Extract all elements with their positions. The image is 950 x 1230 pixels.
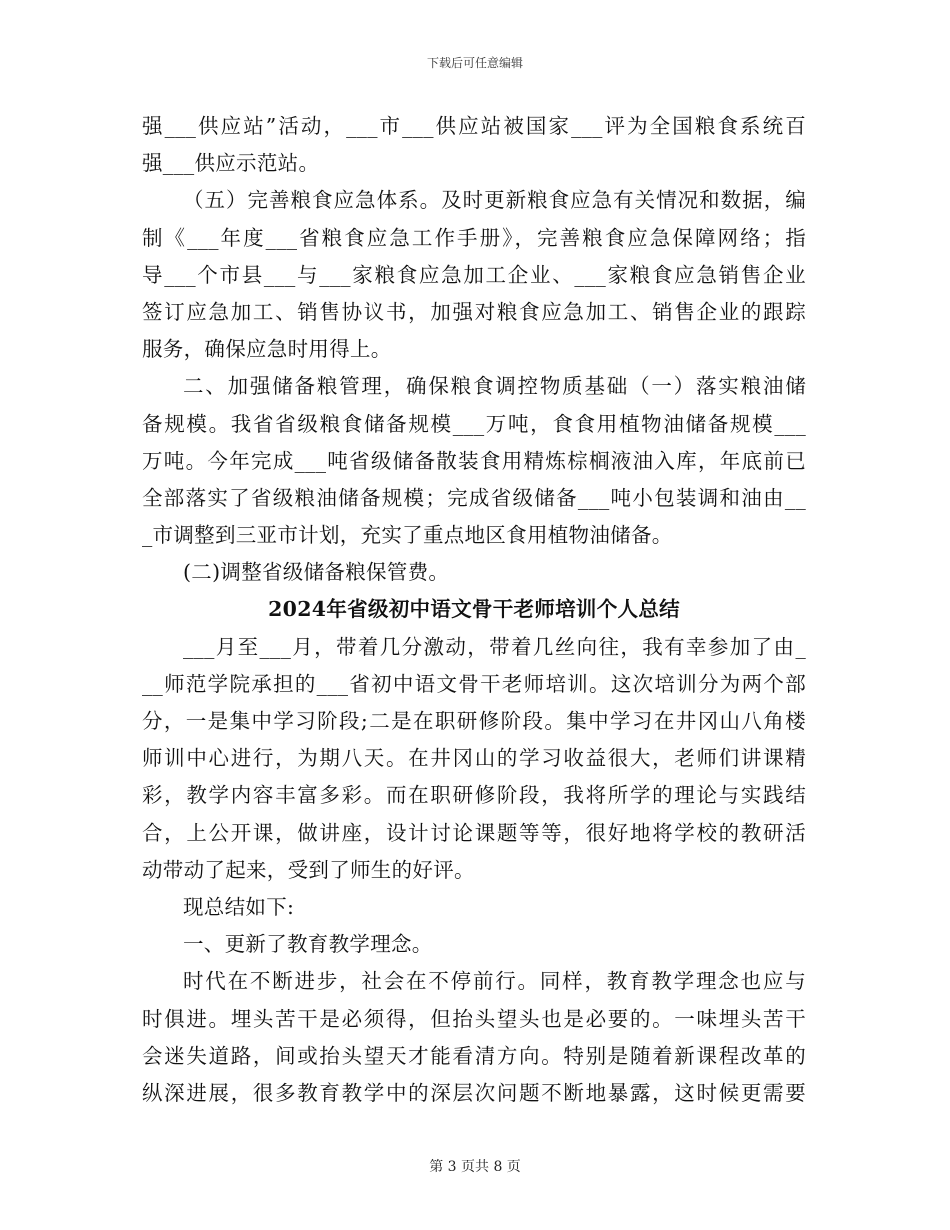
body-line: 师训中心进行，为期八天。在井冈山的学习收益很大，老师们讲课精: [142, 746, 806, 771]
header-note: 下载后可任意编辑: [426, 56, 523, 70]
body-line: 时代在不断进步，社会在不停前行。同样，教育教学理念也应与: [183, 969, 806, 994]
body-line: 制《___年度___省粮食应急工作手册》，完善粮食应急保障网络；指: [142, 225, 806, 250]
body-line: __师范学院承担的___省初中语文骨干老师培训。这次培训分为两个部: [142, 671, 806, 696]
body-line: 会迷失道路，间或抬头望天才能看清方向。特别是随着新课程改革的: [142, 1043, 806, 1068]
body-line: 服务，确保应急时用得上。: [142, 337, 392, 362]
body-line: 分，一是集中学习阶段;二是在职研修阶段。集中学习在井冈山八角楼: [142, 709, 806, 733]
body-line: (二)调整省级储备粮保管费。: [183, 560, 450, 585]
body-line: 二、加强储备粮管理，确保粮食调控物质基础（一）落实粮油储: [183, 374, 806, 399]
body-line: 强___供应示范站。: [142, 151, 320, 176]
body-line: 合，上公开课，做讲座，设计讨论课题等等，很好地将学校的教研活: [142, 820, 806, 845]
body-line: 动带动了起来，受到了师生的好评。: [142, 857, 475, 882]
body-line: 强___供应站”活动，___市___供应站被国家___评为全国粮食系统百: [142, 114, 806, 138]
body-line: ___月至___月，带着几分激动，带着几丝向往，我有幸参加了由_: [183, 634, 806, 659]
body-line: 导___个市县___与___家粮食应急加工企业、___家粮食应急销售企业: [142, 262, 806, 287]
body-line: 全部落实了省级粮油储备规模；完成省级储备___吨小包装调和油由__: [142, 485, 806, 510]
document-body: [142, 108, 806, 1112]
body-line: 备规模。我省省级粮食储备规模___万吨，食食用植物油储备规模___: [142, 411, 806, 436]
body-line: 一、更新了教育教学理念。: [183, 932, 433, 957]
body-line: （五）完善粮食应急体系。及时更新粮食应急有关情况和数据，编: [183, 188, 806, 213]
body-line: 万吨。今年完成___吨省级储备散装食用精炼棕榈液油入库，年底前已: [142, 448, 806, 473]
body-line: 时俱进。埋头苦干是必须得，但抬头望头也是必要的。一味埋头苦干: [142, 1006, 806, 1031]
page-number: 第 3 页共 8 页: [429, 1159, 521, 1175]
body-line: 现总结如下:: [183, 894, 295, 919]
body-line: _市调整到三亚市计划，充实了重点地区食用植物油储备。: [142, 523, 673, 548]
body-line: 纵深进展，很多教育教学中的深层次问题不断地暴露，这时候更需要: [142, 1080, 806, 1105]
body-line: 签订应急加工、销售协议书，加强对粮食应急加工、销售企业的跟踪: [142, 299, 806, 324]
body-line: 彩，教学内容丰富多彩。而在职研修阶段，我将所学的理论与实践结: [142, 783, 806, 808]
section-title: 2024年省级初中语文骨干老师培训个人总结: [268, 597, 680, 622]
